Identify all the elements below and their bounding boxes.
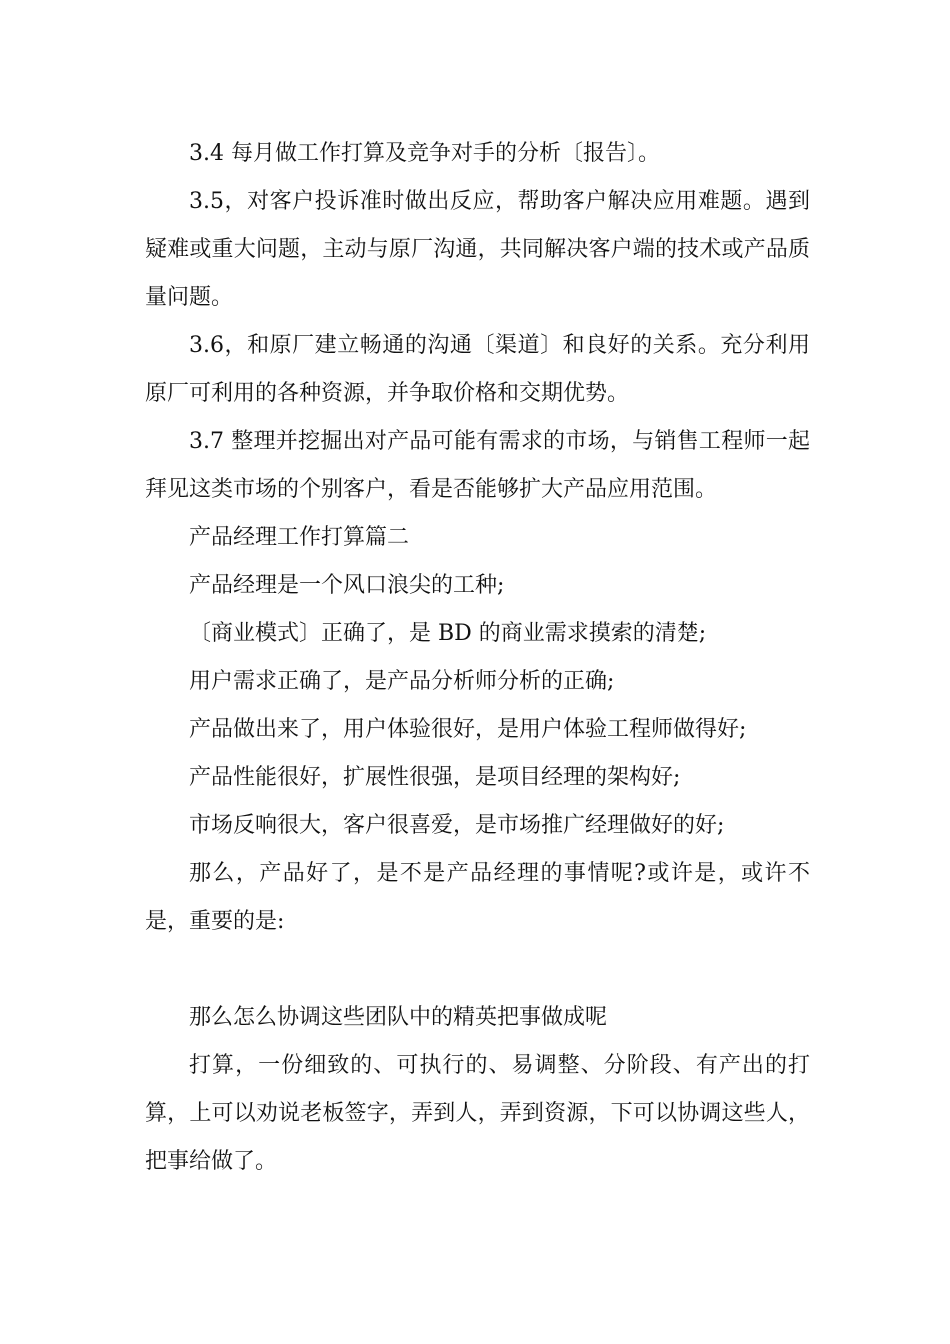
paragraph-question: 那么，产品好了，是不是产品经理的事情呢?或许是，或许不是，重要的是: bbox=[145, 861, 810, 934]
section-heading: 产品经理工作打算篇二 bbox=[189, 525, 410, 550]
paragraph-3-7: 3.7 整理并挖掘出对产品可能有需求的市场，与销售工程师一起拜见这类市场的个别客户，看是否能够扩大产品应用范围。 bbox=[145, 429, 810, 502]
paragraph-3-6: 3.6，和原厂建立畅通的沟通〔渠道〕和良好的关系。充分利用原厂可利用的各种资源，并争取价格和交期优势。 bbox=[145, 333, 810, 406]
paragraph-3-4: 3.4 每月做工作打算及竞争对手的分析〔报告〕。 bbox=[189, 141, 660, 166]
paragraph-market: 市场反响很大，客户很喜爱，是市场推广经理做好的好; bbox=[189, 813, 725, 838]
paragraph-intro: 产品经理是一个风口浪尖的工种; bbox=[189, 573, 505, 598]
paragraph-user-experience: 产品做出来了，用户体验很好，是用户体验工程师做得好; bbox=[189, 717, 747, 742]
paragraph-plan: 打算，一份细致的、可执行的、易调整、分阶段、有产出的打算，上可以劝说老板签字，弄到人，弄到资源，下可以协调这些人，把事给做了。 bbox=[145, 1053, 810, 1174]
paragraph-3-5: 3.5，对客户投诉准时做出反应，帮助客户解决应用难题。遇到疑难或重大问题，主动与原厂沟通，共同解决客户端的技术或产品质量问题。 bbox=[145, 189, 810, 310]
paragraph-performance: 产品性能很好，扩展性很强，是项目经理的架构好; bbox=[189, 765, 681, 790]
document-body bbox=[145, 130, 810, 1186]
paragraph-business-model: 〔商业模式〕正确了，是 BD 的商业需求摸索的清楚; bbox=[189, 621, 707, 646]
paragraph-spacer bbox=[145, 946, 810, 994]
paragraph-user-needs: 用户需求正确了，是产品分析师分析的正确; bbox=[189, 669, 615, 694]
paragraph-coordination: 那么怎么协调这些团队中的精英把事做成呢 bbox=[189, 1005, 608, 1030]
